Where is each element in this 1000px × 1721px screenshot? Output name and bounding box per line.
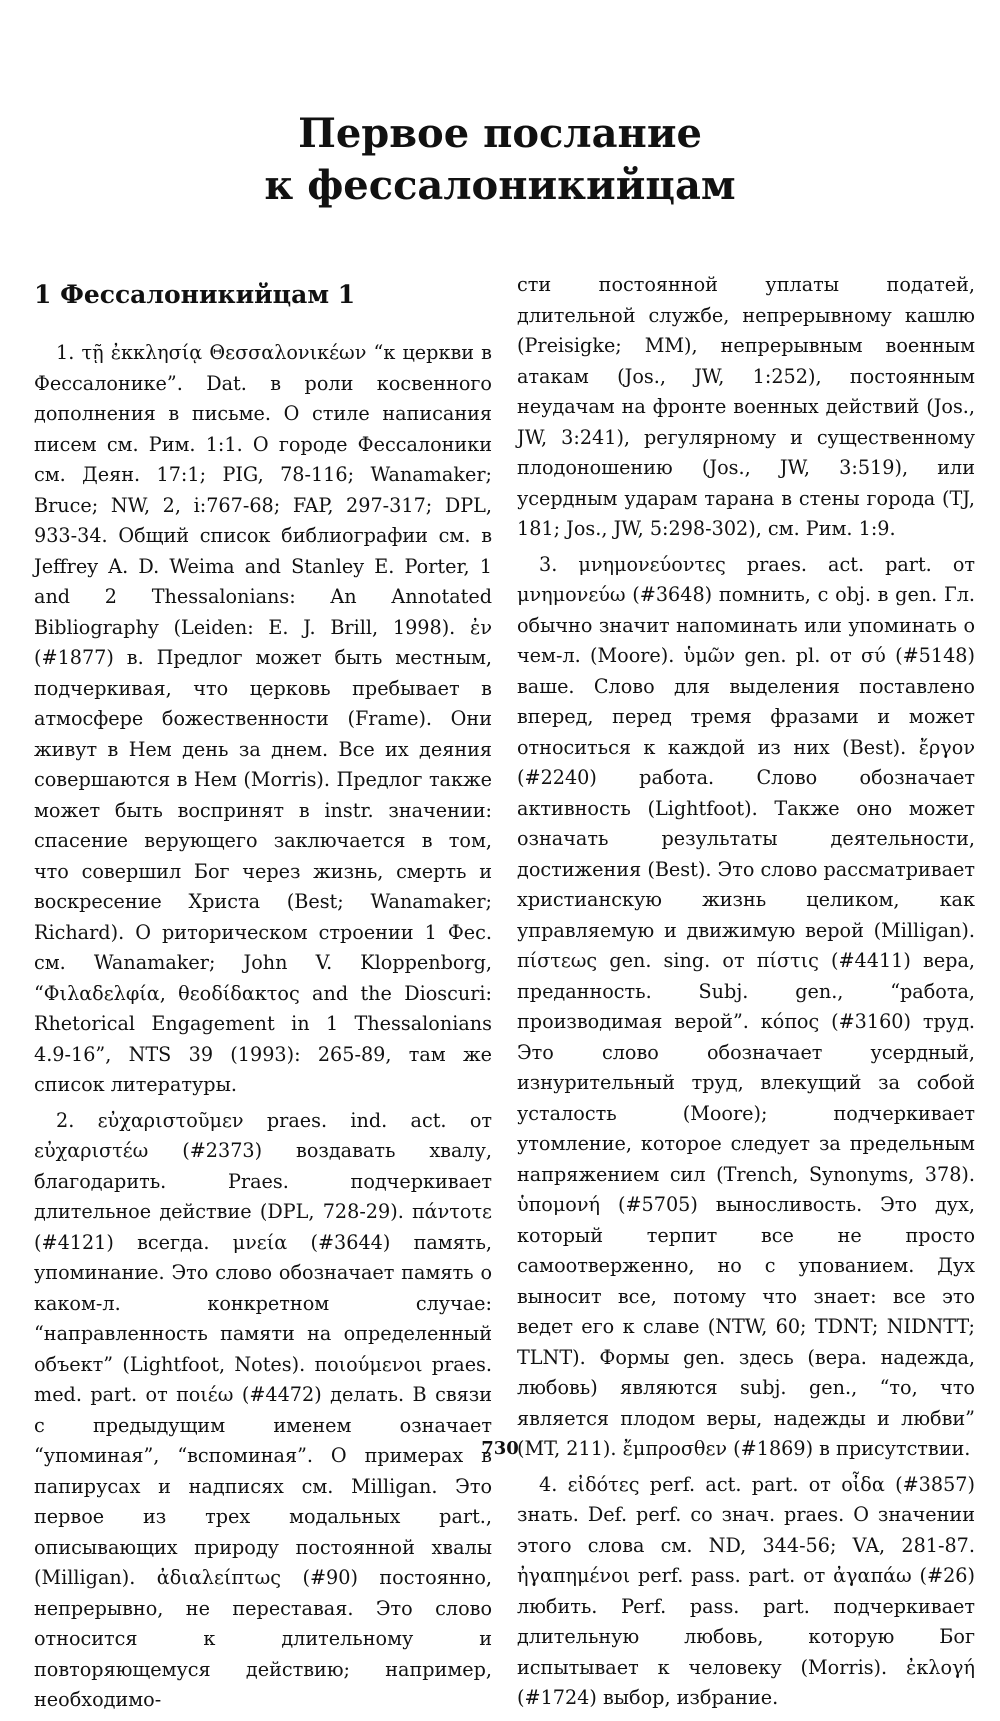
verse-2-commentary-continued: сти постоянной уплаты податей, длительной службе, непрерывному кашлю (Preisigke; MM), непрерывным военным атакам (Jos., JW, 1:252), постоянным неудачам на фронте военных действий (Jos., JW, 3:241), регулярному и существенному плодоношению (Jos., JW, 3:519), или усердным ударам тарана в стены города (TJ, 181; Jos., JW, 5:298-302), см. Рим. 1:9. [517, 273, 975, 540]
verse-2-commentary: 2. εὐχαριστοῦμεν praes. ind. act. от εὐχαριστέω (#2373) воздавать хвалу, благодарить. Praes. подчеркивает длительное действие (DPL, 728-29). πάντοτε (#4121) всегда. μνεία (#3644) память, упоминание. Это слово обозначает память о каком-л. конкретном случае: “направленность памяти на определенный объект” (Lightfoot, Notes). ποιούμενοι praes. med. part. от ποιέω (#4472) делать. В связи с предыдущим именем означает “упоминая”, “вспоминая”. О примерах в папирусах и надписях см. Milligan. Это первое из трех модальных part., описывающих природу постоянной хвалы (Milligan). ἀδιαλείπτως (#90) постоянно, непрерывно, не переставая. Это слово относится к длительному и повторяющемуся действию; например, необходимо- [34, 1108, 492, 1711]
verse-3-commentary: 3. μνημονεύοντες praes. act. part. от μνημονεύω (#3648) помнить, с obj. в gen. Гл. обычно значит напоминать или упоминать о чем-л. (Moore). ὑμῶν gen. pl. от σύ (#5148) ваше. Слово для выделения поставлено вперед, перед тремя фразами и может относиться к каждой из них (Best). ἔργον (#2240) работа. Слово обозначает активность (Lightfoot). Также оно может означать результаты деятельности, достижения (Best). Это слово рассматривает христианскую жизнь целиком, как управляемую и движимую верой (Milligan). πίστεως gen. sing. от πίστις (#4411) вера, преданность. Subj. gen., “работа, производимая верой”. κόπος (#3160) труд. Это слово обозначает усердный, изнурительный труд, влекущий за собой усталость (Moore); подчеркивает утомление, которое следует за предельным напряжением сил (Trench, Synonyms, 378). ὑπομονή (#5705) выносливость. Это дух, который терпит все не просто самоотверженно, но с упованием. Дух выносит все, потому что знает: все это ведет его к славе (NTW, 60; TDNT; NIDNTT; TLNT). Формы gen. здесь (вера. надежда, любовь) являются subj. gen., “то, что является плодом веры, надежды и любви” (MT, 211). ἔμπροσθεν (#1869) в присутствии. [517, 552, 975, 1460]
chapter-heading: 1 Фессалоникийцам 1 [34, 280, 356, 309]
verse-4-commentary: 4. εἰδότες perf. act. part. от οἶδα (#3857) знать. Def. perf. со знач. praes. О значении этого слова см. ND, 344-56; VA, 281-87. ἠγαπημένοι perf. pass. part. от ἀγαπάω (#26) любить. Perf. pass. part. подчеркивает длительную любовь, которую Бог испытывает к человеку (Morris). ἐκλογή (#1724) выбор, избрание. [517, 1472, 975, 1709]
right-column [517, 270, 975, 1719]
book-title [0, 108, 1000, 212]
book-title-line-1: Первое послание [298, 110, 702, 157]
book-title-line-2: к фессалоникийцам [264, 162, 736, 209]
verse-1-commentary: 1. τῇ ἐκκλησίᾳ Θεσσαλονικέων “к церкви в Фессалонике”. Dat. в роли косвенного дополнения в письме. О стиле написания писем см. Рим. 1:1. О городе Фессалоники см. Деян. 17:1; PIG, 78-116; Wanamaker; Bruce; NW, 2, i:767-68; FAP, 297-317; DPL, 933-34. Общий список библиографии см. в Jeffrey A. D. Weima and Stanley E. Porter, 1 and 2 Thessalonians: An Annotated Bibliography (Leiden: E. J. Brill, 1998). ἐν (#1877) в. Предлог может быть местным, подчеркивая, что церковь пребывает в атмосфере божественности (Frame). Они живут в Нем день за днем. Все их деяния совершаются в Нем (Morris). Предлог также может быть воспринят в instr. значении: спасение верующего заключается в том, что совершил Бог через жизнь, смерть и воскресение Христа (Best; Wanamaker; Richard). О риторическом строении 1 Фес. см. Wanamaker; John V. Kloppenborg, “Φιλαδελφία, θεοδίδακτος and the Dioscuri: Rhetorical Engagement in 1 Thessalonians 4.9-16”, NTS 39 (1993): 265-89, там же список литературы. [34, 341, 492, 1096]
left-column [34, 278, 492, 1721]
page-number: 730 [481, 1438, 519, 1459]
